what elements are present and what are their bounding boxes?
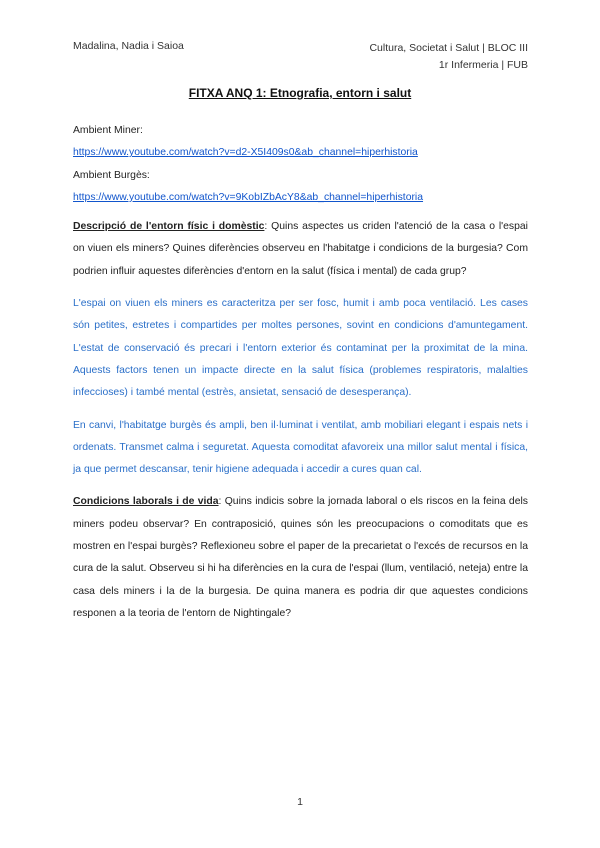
section1-answer-2: En canvi, l'habitatge burgès és ampli, ben il·luminat i ventilat, amb mobiliari elegant i espais nets i ordenats. Transmet calma i seguretat. Aquesta comoditat afavoreix una millor salut mental i física, ja que permet descansar, tenir higiene adequada i accedir a cures quan cal. xyxy=(73,419,528,476)
header-course-line1: Cultura, Societat i Salut | BLOC III xyxy=(369,42,528,54)
section1-question xyxy=(73,216,528,283)
header-course-line2: 1r Infermeria | FUB xyxy=(438,59,528,71)
video-label-burges: Ambient Burgès: xyxy=(73,169,150,181)
document-body xyxy=(73,120,528,625)
section1-question-text: : Quins aspectes us criden l'atenció de la casa o l'espai on viuen els miners? Quines diferències observeu en l'habitatge i condicions de la burgesia? Com podrien influir aquestes diferències d'entorn en la salut (física i mental) de cada grup? xyxy=(73,221,528,277)
video-link-burges[interactable]: https://www.youtube.com/watch?v=9KobIZbAcY8&ab_channel=hiperhistoria xyxy=(73,191,424,203)
header-course xyxy=(369,40,528,74)
video-link-miner[interactable]: https://www.youtube.com/watch?v=d2-X5I409s0&ab_channel=hiperhistoria xyxy=(73,147,418,159)
header-authors: Madalina, Nadia i Saioa xyxy=(73,40,184,52)
section1-answer-1: L'espai on viuen els miners es caracteritza per ser fosc, humit i amb poca ventilació. Les cases són petites, estretes i compartides per moltes persones, sovint en condicions d'amuntegament. L'estat de conservació és precari i l'entorn exterior és contaminat per la proximitat de la mina. Aquests factors tenen un impacte directe en la salut física (problemes respiratoris, malalties infeccioses) i també mental (estrès, ansietat, sensació de desesperança). xyxy=(73,298,528,399)
section2-question-text: : Quins indicis sobre la jornada laboral o els riscos en la feina dels miners podeu observar? En contraposició, quines són les preocupacions o comoditats que es mostren en l'espai burgès? Reflexioneu sobre el paper de la precarietat o l'excés de recursos en la cura de la salut. Observeu si hi ha diferències en la cura de l'espai (llum, ventilació, neteja) entre la casa dels miners i la de la burgesia. De quina manera es podria dir que aquestes condicions responen a la teoria de l'entorn de Nightingale? xyxy=(73,496,528,619)
section2-question xyxy=(73,491,528,625)
section2-heading: Condicions laborals i de vida xyxy=(73,496,219,508)
section1-heading: Descripció de l'entorn físic i domèstic xyxy=(73,221,265,233)
page-number: 1 xyxy=(297,796,303,808)
video-label-miner: Ambient Miner: xyxy=(73,125,143,136)
page-title: FITXA ANQ 1: Etnografia, entorn i salut xyxy=(188,86,412,100)
